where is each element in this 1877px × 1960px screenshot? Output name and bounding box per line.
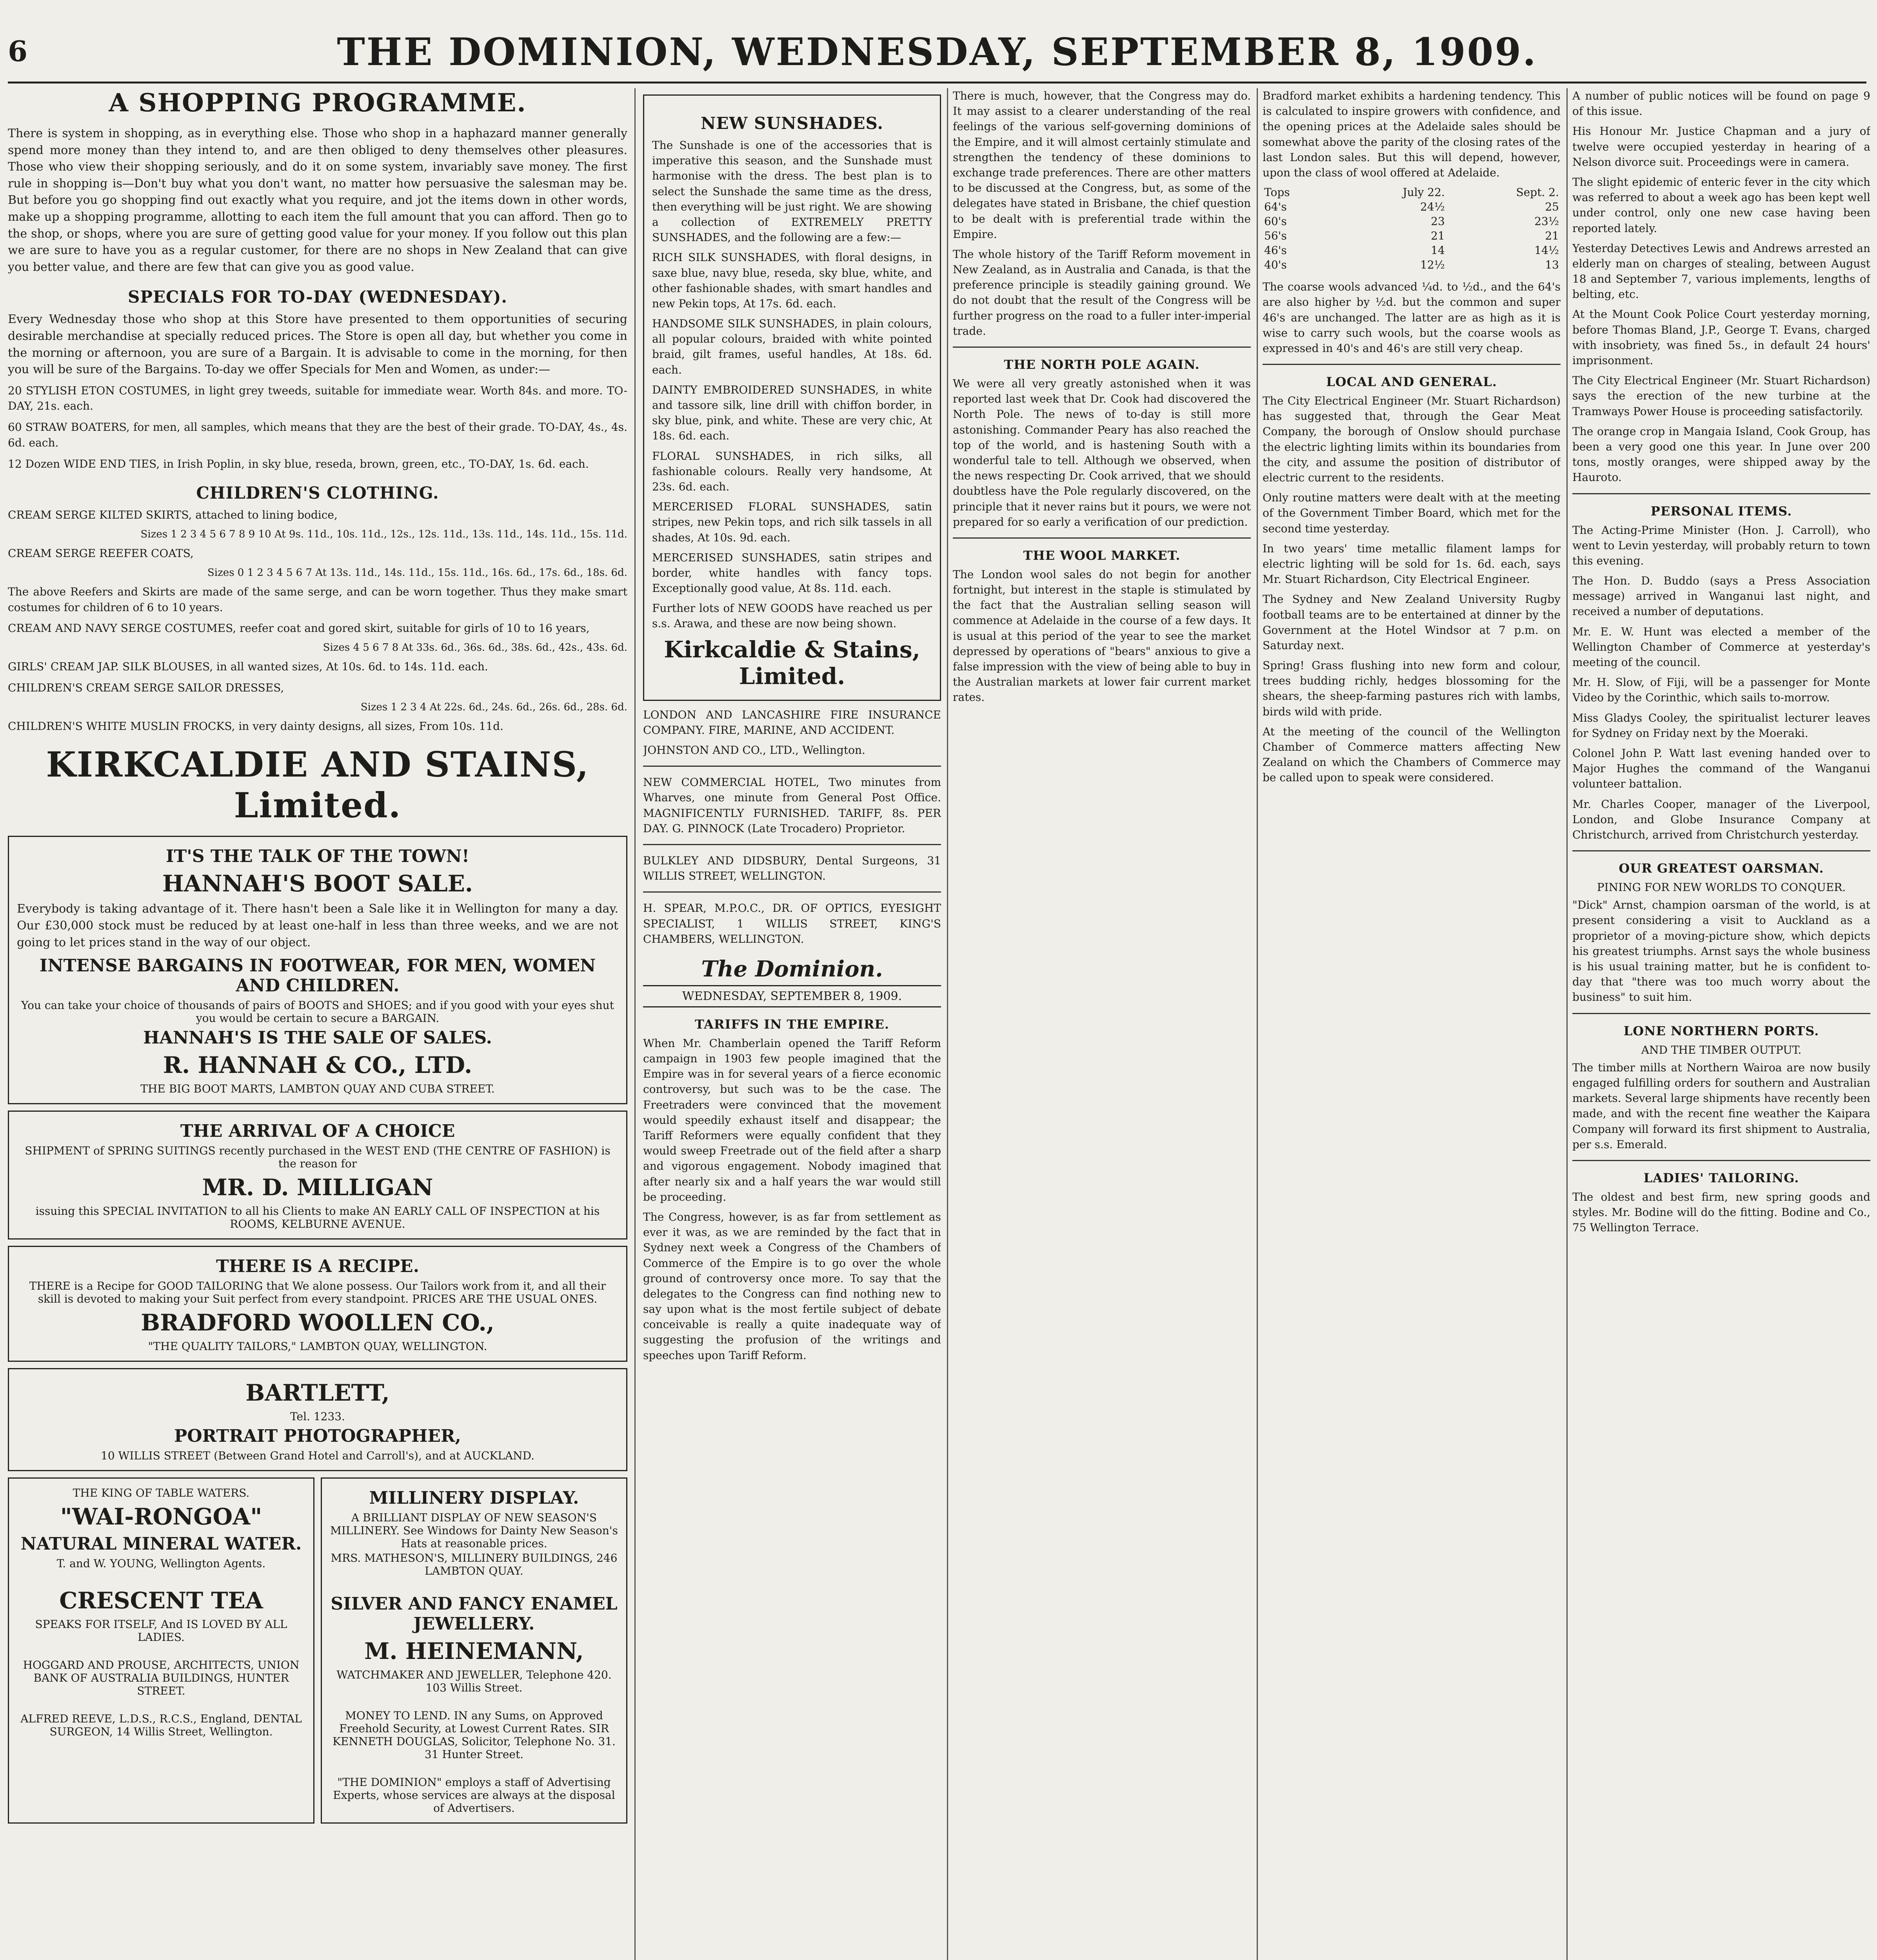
children-title: CHILDREN'S CLOTHING. bbox=[196, 483, 439, 503]
ad-headline: THE ARRIVAL OF A CHOICE bbox=[180, 1121, 455, 1142]
oarsman-subtitle: PINING FOR NEW WORLDS TO CONQUER. bbox=[1597, 881, 1846, 894]
masthead bbox=[8, 23, 1866, 83]
ad-text: issuing this SPECIAL INVITATION to all his Clients to make AN EARLY CALL OF INSPECTION at his ROOMS, KELBURNE AVENUE. bbox=[35, 1205, 600, 1231]
sunshades-box bbox=[643, 94, 941, 701]
ad-subhead: HANNAH'S IS THE SALE OF SALES. bbox=[143, 1028, 492, 1048]
ad-text: THERE is a Recipe for GOOD TAILORING that We alone possess. Our Tailors work from it, and all their skill is devoted to making your Suit perfect from every standpoint. PRICES ARE THE USUAL ONES. bbox=[29, 1279, 606, 1306]
millinery-ad bbox=[321, 1477, 627, 1824]
ad-text: A BRILLIANT DISPLAY OF NEW SEASON'S MILLINERY. See Windows for Dainty New Season's Hats at reasonable prices. bbox=[330, 1511, 618, 1550]
ad-firm: CRESCENT TEA bbox=[59, 1587, 263, 1614]
local-item: At the Mount Cook Police Court yesterday morning, before Thomas Bland, J.P., George T. Evans, charged with insobriety, was fined 5s., in default 24 hours' imprisonment. bbox=[1572, 308, 1870, 367]
local-item: The orange crop in Mangaia Island, Cook Group, has been a very good one this year. In June over 200 tons, mostly oranges, were shipped away by the Hauroto. bbox=[1572, 425, 1870, 484]
ad-firm: M. HEINEMANN, bbox=[364, 1638, 584, 1665]
local-item: The City Electrical Engineer (Mr. Stuart Richardson) has suggested that, through the Gear Meat Company, the borough of Onslow should purchase the electric lighting limits within its boundaries from the city, and assume the position of distributor of electric current to the residents. bbox=[1263, 394, 1561, 484]
local-item: Only routine matters were dealt with at the meeting of the Government Timber Board, which met for the second time yesterday. bbox=[1263, 491, 1561, 535]
list-item: 12 Dozen WIDE END TIES, in Irish Poplin, in sky blue, reseda, brown, green, etc., TO-DAY, 1s. 6d. each. bbox=[8, 457, 589, 470]
table-header: Sept. 2. bbox=[1516, 186, 1559, 199]
wairongoa-ad bbox=[8, 1477, 314, 1824]
insurance-ad: LONDON AND LANCASHIRE FIRE INSURANCE COMPANY. FIRE, MARINE, AND ACCIDENT. bbox=[643, 708, 941, 737]
ad-body: Everybody is taking advantage of it. There hasn't been a Sale like it in Wellington for many a day. Our £30,000 stock must be reduced by at least one-half in less than three weeks, and we are not going to let prices stand in the way of our object. bbox=[17, 902, 618, 949]
editorial-title: TARIFFS IN THE EMPIRE. bbox=[694, 1016, 890, 1032]
oarsman-title: OUR GREATEST OARSMAN. bbox=[1619, 861, 1824, 876]
wool-price-table bbox=[1263, 185, 1561, 272]
ad-address: WATCHMAKER AND JEWELLER, Telephone 420. 103 Willis Street. bbox=[336, 1668, 612, 1695]
list-item: RICH SILK SUNSHADES, with floral designs, in saxe blue, navy blue, reseda, sky blue, white, and other fashionable shades, with smart handles and new Pekin tops, At 17s. 6d. each. bbox=[652, 251, 932, 310]
column-editorial bbox=[953, 88, 1251, 1960]
editorial-paragraph: When Mr. Chamberlain opened the Tariff Reform campaign in 1903 few people imagined that the Empire was in for several years of a fierce economic controversy, but such was to be the case. The Freetraders were convinced that the movement would speedily exhaust itself and disappear; the Tariff Reformers were equally confident that they would sweep Freetrade out of the field after a sharp and vigorous engagement. Nobody imagined that after nearly six and a half years the war would still be proceeding. bbox=[643, 1036, 941, 1203]
dentist-ad: BULKLEY AND DIDSBURY, Dental Surgeons, 31 WILLIS STREET, WELLINGTON. bbox=[643, 854, 941, 883]
ad-address: MRS. MATHESON'S, MILLINERY BUILDINGS, 246 LAMBTON QUAY. bbox=[331, 1552, 618, 1578]
timber-body: The timber mills at Northern Wairoa are now busily engaged fulfilling orders for southern and Australian markets. Several large shipments have recently been made, and with the recent fine weather the Kaipara Company will forward its first shipment to Australia, per s.s. Emerald. bbox=[1572, 1061, 1870, 1151]
local-item: Spring! Grass flushing into new form and colour, trees budding richly, hedges blossoming for the shears, the sheep-farming pastures rich with lambs, birds wild with pride. bbox=[1263, 659, 1561, 718]
milligan-ad bbox=[8, 1111, 627, 1240]
wool-body: The London wool sales do not begin for another fortnight, but interest in the staple is stimulated by the fact that the Australian selling season will commence at Adelaide in the course of a few days. It is usual at this period of the year to see the market depressed by operations of "bears" anxious to give a false impression with the view of being able to buy in the Australian markets at lower fair current market rates. bbox=[953, 568, 1251, 704]
personal-item: Miss Gladys Cooley, the spiritualist lecturer leaves for Sydney on Friday next by the Moeraki. bbox=[1572, 711, 1870, 740]
local-item: The City Electrical Engineer (Mr. Stuart Richardson) says the erection of the new turbine at the Tramways Power House is proceeding satisfactorily. bbox=[1572, 374, 1870, 418]
personal-item: Colonel John P. Watt last evening handed over to Major Hughes the command of the Wanganui volunteer battalion. bbox=[1572, 746, 1870, 791]
local-item: The Sydney and New Zealand University Rugby football teams are to be entertained at dinner by the Government at the Hotel Windsor at 7 p.m. on Saturday next. bbox=[1263, 593, 1561, 652]
table-row: 56's 21 21 bbox=[1264, 229, 1559, 243]
ad-headline: SILVER AND FANCY ENAMEL JEWELLERY. bbox=[331, 1594, 618, 1634]
list-item: CREAM AND NAVY SERGE COSTUMES, reefer coat and gored skirt, suitable for girls of 10 to 16 years, bbox=[8, 622, 590, 635]
table-row: 60's 23 23½ bbox=[1264, 215, 1559, 228]
sunshades-outro: Further lots of NEW GOODS have reached us per s.s. Arawa, and these are now being shown. bbox=[652, 602, 932, 630]
ad-headline: MILLINERY DISPLAY. bbox=[369, 1488, 579, 1508]
ad-firm: MR. D. MILLIGAN bbox=[202, 1174, 433, 1201]
ad-headline: HANNAH'S BOOT SALE. bbox=[162, 870, 473, 897]
table-row: 64's 24½ 25 bbox=[1264, 200, 1559, 214]
sunshades-title: NEW SUNSHADES. bbox=[700, 114, 884, 133]
hannah-ad bbox=[8, 836, 627, 1104]
ad-text: ALFRED REEVE, L.D.S., R.C.S., England, DENTAL SURGEON, 14 Willis Street, Wellington. bbox=[20, 1712, 302, 1739]
list-item: CHILDREN'S WHITE MUSLIN FROCKS, in very dainty designs, all sizes, From 10s. 11d. bbox=[8, 719, 503, 733]
page-title: THE DOMINION, WEDNESDAY, SEPTEMBER 8, 1909. bbox=[337, 30, 1537, 74]
children-list bbox=[8, 507, 627, 734]
ad-tagline: THE KING OF TABLE WATERS. bbox=[73, 1486, 250, 1500]
list-item: CHILDREN'S CREAM SERGE SAILOR DRESSES, bbox=[8, 681, 284, 694]
store-name: Kirkcaldie & Stains, Limited. bbox=[664, 636, 920, 690]
editorial-date: WEDNESDAY, SEPTEMBER 8, 1909. bbox=[643, 985, 941, 1007]
local-item: At the meeting of the council of the Wellington Chamber of Commerce matters affecting New Zealand on which the Chambers of Commerce may be called upon to speak were considered. bbox=[1263, 725, 1561, 784]
timber-title: LONE NORTHERN PORTS. bbox=[1623, 1023, 1819, 1038]
specials-title: SPECIALS FOR TO-DAY (WEDNESDAY). bbox=[128, 287, 507, 307]
ad-address: THE BIG BOOT MARTS, LAMBTON QUAY AND CUBA STREET. bbox=[140, 1082, 495, 1096]
list-item: MERCERISED SUNSHADES, satin stripes and border, white handles with fancy tops. Exceptionally good value, At 8s. 11d. each. bbox=[652, 551, 932, 595]
table-header: July 22. bbox=[1403, 186, 1445, 199]
specials-list bbox=[8, 383, 627, 472]
ad-subhead: INTENSE BARGAINS IN FOOTWEAR, FOR MEN, WOMEN AND CHILDREN. bbox=[39, 956, 596, 996]
optician-ad: H. SPEAR, M.P.O.C., DR. OF OPTICS, EYESIGHT SPECIALIST, 1 WILLIS STREET, KING'S CHAMBERS, WELLINGTON. bbox=[643, 902, 941, 946]
personal-item: Mr. H. Slow, of Fiji, will be a passenger for Monte Video by the Corinthic, which sails to-morrow. bbox=[1572, 676, 1870, 704]
list-item: 20 STYLISH ETON COSTUMES, in light grey tweeds, suitable for immediate wear. Worth 84s. and more. TO-DAY, 21s. each. bbox=[8, 384, 627, 413]
local-item: The slight epidemic of enteric fever in the city which was referred to about a week ago has been kept well under control, only one new case having been reported lately. bbox=[1572, 175, 1870, 235]
ad-text: SHIPMENT of SPRING SUITINGS recently purchased in the WEST END (THE CENTRE OF FASHION) is the reason for bbox=[25, 1144, 611, 1171]
sizes-line: Sizes 0 1 2 3 4 5 6 7 At 13s. 11d., 14s. 11d., 15s. 11d., 16s. 6d., 17s. 6d., 18s. 6d. bbox=[207, 566, 627, 579]
bradford-ad bbox=[8, 1246, 627, 1362]
editorial-paragraph: There is much, however, that the Congress may do. It may assist to a clearer understanding of the real feelings of the various self-governing dominions of the Empire, and it will almost certainly stimulate and strengthen the tendency of these dominions to exchange trade preferences. There are other matters to be discussed at the Congress, but, as some of the delegates have stated in Brisbane, the chief question to be dealt with is preferential trade within the Empire. bbox=[953, 89, 1251, 241]
ad-firm: BARTLETT, bbox=[245, 1379, 390, 1406]
personal-item: The Hon. D. Buddo (says a Press Association message) arrived in Wanganui last night, and received a number of deputations. bbox=[1572, 574, 1870, 618]
bartlett-ad bbox=[8, 1368, 627, 1471]
column-rule bbox=[947, 88, 948, 1960]
ad-firm: R. HANNAH & CO., LTD. bbox=[163, 1052, 472, 1079]
table-header: Tops bbox=[1264, 186, 1290, 199]
ad-tagline: IT'S THE TALK OF THE TOWN! bbox=[165, 846, 470, 867]
north-pole-body: We were all very greatly astonished when it was reported last week that Dr. Cook had discovered the North Pole. The news of to-day is still more astonishing. Commander Peary has also reached the top of the world, and is hastening South with a wonderful tale to tell. Although we observed, when the news respecting Dr. Cook arrived, that we should doubtless have the Pole regularly discovered, on the principle that it never rains but it pours, we were not prepared for so early a verification of our prediction. bbox=[953, 377, 1251, 528]
store-name: KIRKCALDIE AND STAINS, Limited. bbox=[46, 744, 589, 826]
personal-title: PERSONAL ITEMS. bbox=[1650, 503, 1792, 519]
timber-subtitle: AND THE TIMBER OUTPUT. bbox=[1641, 1043, 1802, 1056]
editorial-paragraph: The whole history of the Tariff Reform movement in New Zealand, as in Australia and Canada, is that the preference principle is steadily gaining ground. We do not doubt that the result of the Congress will be further progress on the road to a fuller inter-imperial trade. bbox=[953, 247, 1251, 338]
column-shopping bbox=[8, 88, 627, 1960]
column-local bbox=[1263, 88, 1561, 1960]
ad-address: 10 WILLIS STREET (Between Grand Hotel and Carroll's), and at AUCKLAND. bbox=[101, 1449, 534, 1463]
personal-item: The Acting-Prime Minister (Hon. J. Carroll), who went to Levin yesterday, will probably return to town this evening. bbox=[1572, 523, 1870, 567]
hotel-ad: NEW COMMERCIAL HOTEL, Two minutes from Wharves, one minute from General Post Office. MAGNIFICENTLY FURNISHED. TARIFF, 8s. PER DAY. G. PINNOCK (Late Trocadero) Proprietor. bbox=[643, 776, 941, 835]
ad-text: SPEAKS FOR ITSELF, And IS LOVED BY ALL LADIES. bbox=[35, 1618, 287, 1644]
wool-title: THE WOOL MARKET. bbox=[1023, 548, 1181, 563]
wool-continued: Bradford market exhibits a hardening tendency. This is calculated to inspire growers with confidence, and the opening prices at the Adelaide sales should be somewhat above the parity of the closing rates of the last London sales. But this will depend, however, upon the class of wool offered at Adelaide. bbox=[1263, 89, 1561, 179]
tailoring-body: The oldest and best firm, new spring goods and styles. Mr. Bodine will do the fitting. Bodine and Co., 75 Wellington Terrace. bbox=[1572, 1190, 1870, 1234]
specials-intro: Every Wednesday those who shop at this Store have presented to them opportunities of securing desirable merchandise at specially reduced prices. The Store is open all day, but whether you come in the morning or afternoon, you are sure of a Bargain. It is advisable to come in the morning, for then you will be sure of the Bargains. To-day we offer Specials for Men and Women, as under:— bbox=[8, 312, 627, 377]
oarsman-body: "Dick" Arnst, champion oarsman of the world, is at present considering a visit to Auckland as a proprietor of a moving-picture show, which depicts his greatest triumphs. Arnst says the whole business is his usual training matter, but he is confident to-day that "there was too much worry about the business" to suit him. bbox=[1572, 898, 1870, 1004]
column-rule bbox=[634, 88, 636, 1960]
sizes-line: Sizes 1 2 3 4 At 22s. 6d., 24s. 6d., 26s. 6d., 28s. 6d. bbox=[360, 701, 627, 713]
page-number: 6 bbox=[8, 34, 28, 68]
paper-name: The Dominion. bbox=[701, 956, 883, 982]
table-row: 40's 12½ 13 bbox=[1264, 258, 1559, 272]
ad-text: MONEY TO LEND. IN any Sums, on Approved Freehold Security, at Lowest Current Rates. SIR KENNETH DOUGLAS, Solicitor, Telephone No. 31. 31 Hunter Street. bbox=[333, 1709, 616, 1761]
column-sunshades bbox=[643, 88, 941, 1960]
ad-text: HOGGARD AND PROUSE, ARCHITECTS, UNION BANK OF AUSTRALIA BUILDINGS, HUNTER STREET. bbox=[23, 1659, 300, 1698]
list-item: The above Reefers and Skirts are made of the same serge, and can be worn together. Thus they make smart costumes for children of 6 to 10 years. bbox=[8, 585, 627, 614]
ad-phone: Tel. 1233. bbox=[290, 1410, 345, 1423]
column-rule bbox=[1566, 88, 1568, 1960]
sizes-line: Sizes 4 5 6 7 8 At 33s. 6d., 36s. 6d., 38s. 6d., 42s., 43s. 6d. bbox=[323, 642, 627, 654]
ad-text: "THE DOMINION" employs a staff of Advertising Experts, whose services are always at the disposal of Advertisers. bbox=[333, 1776, 615, 1815]
sunshades-intro: The Sunshade is one of the accessories that is imperative this season, and the Sunshade must harmonise with the dress. The best plan is to select the Sunshade the same time as the dress, then everything will be just right. We are showing a collection of EXTREMELY PRETTY SUNSHADES, and the following are a few:— bbox=[652, 139, 932, 244]
column-personal bbox=[1572, 88, 1870, 1960]
ad-firm: "WAI-RONGOA" bbox=[60, 1503, 262, 1530]
tailoring-title: LADIES' TAILORING. bbox=[1643, 1170, 1799, 1185]
column-rule bbox=[1257, 88, 1258, 1960]
editorial-paragraph: The Congress, however, is as far from settlement as ever it was, as we are reminded by the fact that in Sydney next week a Congress of the Chambers of Commerce of the Empire is to go over the whole ground of controversy once more. To say that the delegates to the Congress can find nothing new to say upon what is the most fertile subject of debate conceivable is really a quite inadequate way of suggesting the profusion of the writings and speeches upon Tariff Reform. bbox=[643, 1210, 941, 1362]
local-item: His Honour Mr. Justice Chapman and a jury of twelve were occupied yesterday in hearing of a Nelson divorce suit. Proceedings were in camera. bbox=[1572, 125, 1870, 169]
wool-continued: The coarse wools advanced ¼d. to ½d., and the 64's are also higher by ½d. but the common and super 46's are unchanged. The latter are as high as it is wise to carry such wools, but the coarse wools as expressed in 40's and 46's are still very cheap. bbox=[1263, 280, 1561, 355]
sizes-line: Sizes 1 2 3 4 5 6 7 8 9 10 At 9s. 11d., 10s. 11d., 12s., 12s. 11d., 13s. 11d., 14s. 11d., 15s. 11d. bbox=[140, 528, 627, 541]
list-item: 60 STRAW BOATERS, for men, all samples, which means that they are the best of their grade. TO-DAY, 4s., 4s. 6d. each. bbox=[8, 421, 627, 449]
list-item: CREAM SERGE REEFER COATS, bbox=[8, 547, 194, 560]
ad-headline: THERE IS A RECIPE. bbox=[216, 1256, 420, 1277]
list-item: DAINTY EMBROIDERED SUNSHADES, in white and tassore silk, line drill with chiffon border, in sky blue, pink, and white. These are very chic, At 18s. 6d. each. bbox=[652, 383, 932, 443]
table-row: 46's 14 14½ bbox=[1264, 244, 1559, 257]
ad-firm: BRADFORD WOOLLEN CO., bbox=[141, 1309, 494, 1336]
ad-row bbox=[8, 1477, 627, 1824]
list-item: MERCERISED FLORAL SUNSHADES, satin stripes, new Pekin tops, and rich silk tassels in all shades, At 10s. 9d. each. bbox=[652, 500, 932, 544]
local-title: LOCAL AND GENERAL. bbox=[1326, 374, 1497, 390]
ad-subhead: PORTRAIT PHOTOGRAPHER, bbox=[174, 1426, 461, 1446]
personal-item: Mr. Charles Cooper, manager of the Liverpool, London, and Globe Insurance Company at Christchurch, arrived from Christchurch yesterday. bbox=[1572, 797, 1870, 841]
ad-address: T. and W. YOUNG, Wellington Agents. bbox=[56, 1557, 266, 1570]
local-item: A number of public notices will be found on page 9 of this issue. bbox=[1572, 89, 1870, 118]
ad-text: You can take your choice of thousands of pairs of BOOTS and SHOES; and if you good with your eyes shut you would be certain to secure a BARGAIN. bbox=[21, 999, 614, 1025]
list-item: HANDSOME SILK SUNSHADES, in plain colours, all popular colours, braided with white pointed braid, gilt frames, useful handles, At 18s. 6d. each. bbox=[652, 317, 932, 376]
local-item: In two years' time metallic filament lamps for electric lighting will be sold for 1s. 6d. each, says Mr. Stuart Richardson, City Electrical Engineer. bbox=[1263, 542, 1561, 586]
list-item: CREAM SERGE KILTED SKIRTS, attached to lining bodice, bbox=[8, 508, 338, 522]
local-item: Yesterday Detectives Lewis and Andrews arrested an elderly man on charges of stealing, between August 18 and September 7, various implements, lengths of belting, etc. bbox=[1572, 241, 1870, 301]
ad-subhead: NATURAL MINERAL WATER. bbox=[20, 1534, 302, 1554]
shopping-intro: There is system in shopping, as in everything else. Those who shop in a haphazard manner generally spend more money than they intend to, and are then obliged to deny themselves other pleasures. Those who view their shopping seriously, and do it on some system, invariably save money. The first rule in shopping is—Don't buy what you don't want, no matter how persuasive the salesman may be. But before you go shopping find out exactly what you require, and jot the items down in other words, make up a shopping programme, allotting to each item the full amount that you can afford. Then go to the shop, or shops, where you are sure of getting good value for your money. If you follow out this plan we are sure to have you as a regular customer, for there are no shops in New Zealand that can give you better value, and there are few that can give you as good value. bbox=[8, 127, 627, 274]
shopping-title: A SHOPPING PROGRAMME. bbox=[109, 88, 527, 118]
ad-address: "THE QUALITY TAILORS," LAMBTON QUAY, WELLINGTON. bbox=[148, 1340, 487, 1353]
list-item: FLORAL SUNSHADES, in rich silks, all fashionable colours. Really very handsome, At 23s. 6d. each. bbox=[652, 449, 932, 493]
list-item: GIRLS' CREAM JAP. SILK BLOUSES, in all wanted sizes, At 10s. 6d. to 14s. 11d. each. bbox=[8, 660, 488, 673]
insurance-agents: JOHNSTON AND CO., LTD., Wellington. bbox=[643, 744, 865, 757]
north-pole-title: THE NORTH POLE AGAIN. bbox=[1004, 357, 1200, 372]
personal-item: Mr. E. W. Hunt was elected a member of the Wellington Chamber of Commerce at yesterday's meeting of the council. bbox=[1572, 625, 1870, 669]
